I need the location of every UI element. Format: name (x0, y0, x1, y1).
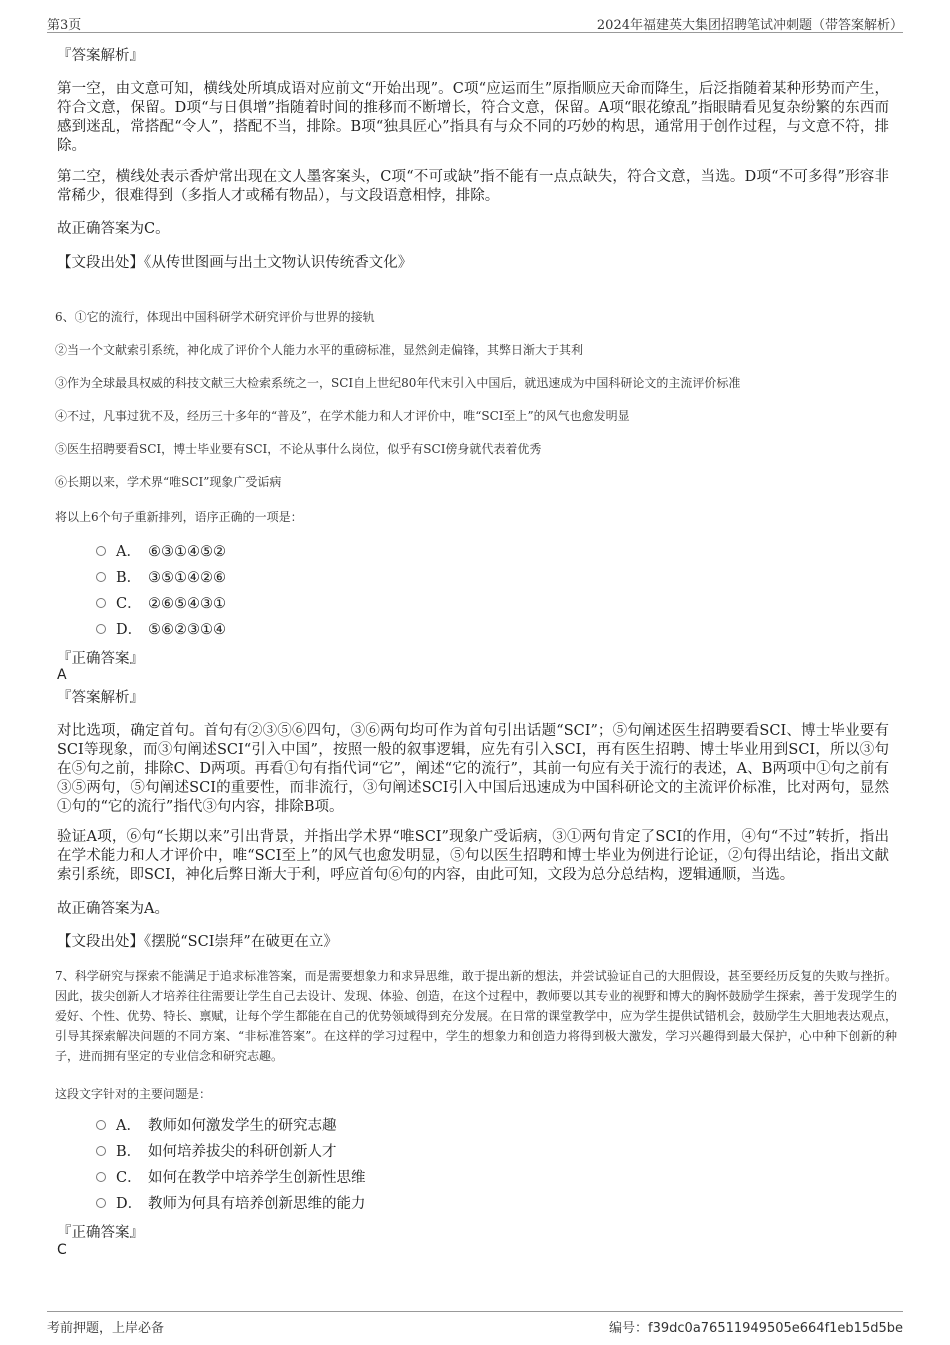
page-footer (47, 1311, 903, 1336)
q7-answer-label: 『正确答案』 (57, 1225, 144, 1241)
q6-sentence-3: ③作为全球最具权威的科技文献三大检索系统之一，SCI自上世纪80年代末引入中国后，就迅速成为中国科研论文的主流评价标准 (55, 376, 741, 390)
q6-analysis-para2: 验证A项，⑥句“长期以来”引出背景，并指出学术界“唯SCI”现象广受诟病，③①两句肯定了SCI的作用，④句“不过”转折，指出在学术能力和人才评价中，唯“SCI至上”的风气也愈发明显，⑤句以医生招聘和博士毕业为例进行论证，②句得出结论，指出文献索引系统，即SCI，神化后弊日渐大于利，呼应首句⑥句的内容，由此可知，文段为总分总结构，逻辑通顺，当选。 (57, 829, 889, 883)
q6-answer: A (57, 667, 67, 683)
q6-question: 将以上6个句子重新排列，语序正确的一项是： (55, 510, 303, 524)
radio-icon[interactable] (96, 624, 106, 634)
q6-conclusion: 故正确答案为A。 (57, 901, 169, 917)
q6-option-b[interactable]: B． ③⑤①④②⑥ (96, 569, 226, 588)
q5-conclusion: 故正确答案为C。 (57, 221, 170, 237)
radio-icon[interactable] (96, 546, 106, 556)
document-id: 编号：f39dc0a76511949505e664f1eb15d5be (609, 1321, 903, 1336)
q6-source: 【文段出处】《摆脱“SCI崇拜”在破更在立》 (57, 934, 338, 950)
q5-analysis-para1: 第一空，由文意可知，横线处所填成语对应前文“开始出现”。C项“应运而生”原指顺应天命而降生，后泛指随着某种形势而产生，符合文意，保留。D项“与日俱增”指随着时间的推移而不断增长，符合文意，保留。A项“眼花缭乱”指眼睛看见复杂纷繁的东西而感到迷乱，常搭配“令人”，搭配不当，排除。B项“独具匠心”指具有与众不同的巧妙的构思，通常用于创作过程，与文意不符，排除。 (57, 81, 889, 154)
radio-icon[interactable] (96, 598, 106, 608)
footer-slogan: 考前押题，上岸必备 (47, 1321, 165, 1336)
q6-sentence-4: ④不过，凡事过犹不及，经历三十多年的“普及”，在学术能力和人才评价中，唯“SCI至上”的风气也愈发明显 (55, 409, 630, 423)
q5-analysis-para2: 第二空，横线处表示香炉常出现在文人墨客案头，C项“不可或缺”指不能有一点点缺失，符合文意，当选。D项“不可多得”形容非常稀少，很难得到（多指人才或稀有物品），与文段语意相悖，排除。 (57, 169, 889, 204)
q7-option-d[interactable]: D． 教师为何具有培养创新思维的能力 (96, 1195, 366, 1214)
q5-analysis-label: 『答案解析』 (57, 48, 144, 64)
radio-icon[interactable] (96, 1172, 106, 1182)
page-number: 第3页 (47, 18, 82, 33)
q6-sentence-6: ⑥长期以来，学术界“唯SCI”现象广受诟病 (55, 475, 282, 489)
q7-stem: 7、科学研究与探索不能满足于追求标准答案，而是需要想象力和求异思维，敢于提出新的想法，并尝试验证自己的大胆假设，甚至要经历反复的失败与挫折。因此，拔尖创新人才培养往往需要让学生自己去设计、发现、体验、创造，在这个过程中，教师要以其专业的视野和博大的胸怀鼓励学生探索，善于发现学生的爱好、个性、优势、特长、禀赋，让每个学生都能在自己的优势领域得到充分发展。在日常的课堂教学中，应为学生提供试错机会，鼓励学生大胆地表达观点，引导其探索解决问题的不同方案、“非标准答案”。在这样的学习过程中，学生的想象力和创造力将得到极大激发，学习兴趣得到最大保护，心中种下创新的种子，进而拥有坚定的专业信念和研究志趣。 (55, 969, 897, 1063)
q7-option-b[interactable]: B． 如何培养拔尖的科研创新人才 (96, 1143, 337, 1162)
page-header (47, 12, 903, 33)
q6-sentence-5: ⑤医生招聘要看SCI，博士毕业要有SCI，不论从事什么岗位，似乎有SCI傍身就代表着优秀 (55, 442, 542, 456)
radio-icon[interactable] (96, 1120, 106, 1130)
radio-icon[interactable] (96, 1198, 106, 1208)
q7-option-c[interactable]: C． 如何在教学中培养学生创新性思维 (96, 1169, 366, 1188)
q7-answer: C (57, 1242, 67, 1258)
radio-icon[interactable] (96, 1146, 106, 1156)
q6-option-c[interactable]: C． ②⑥⑤④③① (96, 595, 226, 614)
q6-sentence-1: 6、①它的流行，体现出中国科研学术研究评价与世界的接轨 (55, 310, 375, 324)
q7-option-a[interactable]: A． 教师如何激发学生的研究志趣 (96, 1117, 337, 1136)
q6-sentence-2: ②当一个文献索引系统，神化成了评价个人能力水平的重磅标准，显然剑走偏锋，其弊日渐大于其利 (55, 343, 584, 357)
q6-option-d[interactable]: D． ⑤⑥②③①④ (96, 621, 226, 640)
q7-question: 这段文字针对的主要问题是： (55, 1087, 212, 1101)
q6-answer-label: 『正确答案』 (57, 651, 144, 667)
q6-analysis-label: 『答案解析』 (57, 690, 144, 706)
q6-analysis-para1: 对比选项，确定首句。首句有②③⑤⑥四句，③⑥两句均可作为首句引出话题“SCI”；⑤句阐述医生招聘要看SCI、博士毕业要有SCI等现象，而③句阐述SCI“引入中国”，按照一般的叙事逻辑，应先有引入SCI，再有医生招聘、博士毕业用到SCI，所以③句在⑤句之前，排除C、D两项。再看①句有指代词“它”，阐述“它的流行”，其前一句应有关于流行的表述，A、B两项中①句之前有③⑤两句，⑤句阐述SCI的重要性，而非流行，③句阐述SCI引入中国后迅速成为中国科研论文的主流评价标准，比对两句，显然①句的“它的流行”指代③句内容，排除B项。 (57, 723, 889, 815)
document-title: 2024年福建英大集团招聘笔试冲刺题（带答案解析） (596, 18, 903, 33)
radio-icon[interactable] (96, 572, 106, 582)
q6-option-a[interactable]: A． ⑥③①④⑤② (96, 543, 226, 562)
q5-source: 【文段出处】《从传世图画与出土文物认识传统香文化》 (57, 255, 413, 271)
